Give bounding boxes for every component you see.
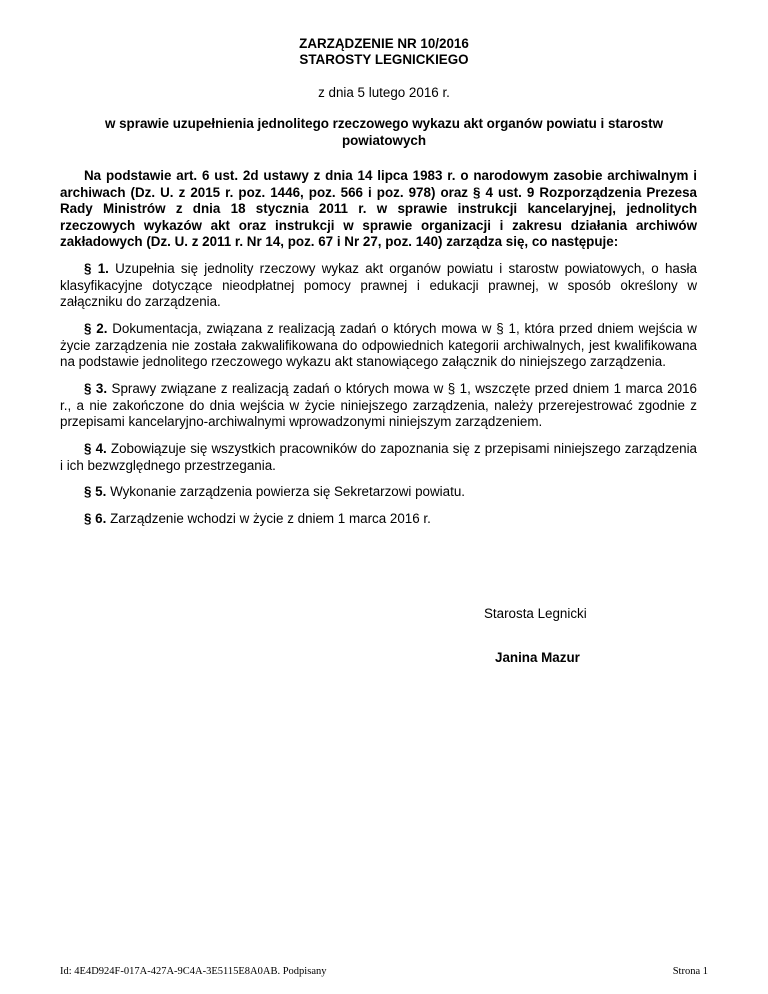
- paragraph-text: Dokumentacja, związana z realizacją zadań o których mowa w § 1, która przed dniem wejścia w życie zarządzenia nie została zakwalifikowana do odpowiednich kategorii archiwalnych, jest kwalifikowana na podstawie jednolitego rzeczowego wykazu akt stanowiącego załącznik do niniejszego zarządzenia.: [60, 321, 697, 369]
- document-subject: w sprawie uzupełnienia jednolitego rzeczowego wykazu akt organów powiatu i starostw powiatowych: [104, 116, 664, 148]
- paragraph-number: § 3.: [84, 381, 108, 396]
- paragraph-text: Sprawy związane z realizacją zadań o których mowa w § 1, wszczęte przed dniem 1 marca 2016 r., a nie zakończone do dnia wejścia w życie niniejszego zarządzenia, należy przerejestrować zgodnie z przepisami kancelaryjno-archiwalnymi wprowadzonymi niniejszym zarządzeniem.: [60, 381, 697, 429]
- document-date: z dnia 5 lutego 2016 r.: [318, 85, 450, 100]
- signatory-role: Starosta Legnicki: [484, 606, 587, 621]
- paragraph-3: [60, 381, 697, 431]
- footer-document-id: Id: 4E4D924F-017A-427A-9C4A-3E5115E8A0AB. Podpisany: [60, 966, 327, 977]
- legal-basis-preamble: Na podstawie art. 6 ust. 2d ustawy z dnia 14 lipca 1983 r. o narodowym zasobie archiwalnym i archiwach (Dz. U. z 2015 r. poz. 1446, poz. 566 i poz. 978) oraz § 4 ust. 9 Rozporządzenia Prezesa Rady Ministrów z dnia 18 stycznia 2011 r. w sprawie instrukcji kancelaryjnej, jednolitych rzeczowych wykazów akt oraz instrukcji w sprawie organizacji i zakresu działania archiwów zakładowych (Dz. U. z 2011 r. Nr 14, poz. 67 i Nr 27, poz. 140) zarządza się, co następuje:: [60, 168, 697, 249]
- issuer-title: STAROSTY LEGNICKIEGO: [299, 52, 469, 67]
- paragraph-number: § 6.: [84, 511, 107, 526]
- paragraph-number: § 4.: [84, 441, 107, 456]
- paragraph-2: [60, 321, 697, 371]
- paragraph-text: Zarządzenie wchodzi w życie z dniem 1 marca 2016 r.: [110, 511, 431, 526]
- paragraph-4: [60, 441, 697, 474]
- paragraph-text: Zobowiązuje się wszystkich pracowników do zapoznania się z przepisami niniejszego zarządzenia i ich bezwzględnego przestrzegania.: [60, 441, 697, 473]
- footer-page-number: Strona 1: [672, 966, 708, 977]
- paragraph-6: [60, 511, 697, 528]
- paragraph-text: Uzupełnia się jednolity rzeczowy wykaz akt organów powiatu i starostw powiatowych, o hasła klasyfikacyjne dotyczące nieodpłatnej pomocy prawnej i edukacji prawnej, w sposób określony w załączniku do zarządzenia.: [60, 261, 697, 309]
- signatory-name: Janina Mazur: [495, 650, 580, 665]
- paragraph-text: Wykonanie zarządzenia powierza się Sekretarzowi powiatu.: [110, 484, 465, 499]
- paragraph-1: [60, 261, 697, 311]
- paragraph-number: § 5.: [84, 484, 107, 499]
- paragraph-number: § 2.: [84, 321, 108, 336]
- paragraph-number: § 1.: [84, 261, 109, 276]
- document-title: ZARZĄDZENIE NR 10/2016: [299, 36, 469, 51]
- paragraph-5: [60, 484, 697, 501]
